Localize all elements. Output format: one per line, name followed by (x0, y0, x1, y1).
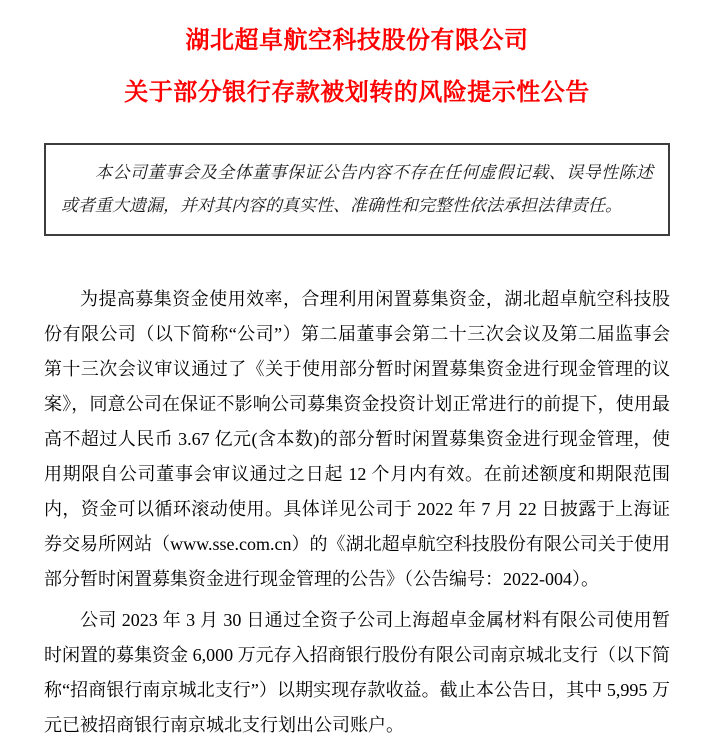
paragraph-deposit-transfer-risk: 公司 2023 年 3 月 30 日通过全资子公司上海超卓金属材料有限公司使用暂时闲置的募集资金 6,000 万元存入招商银行股份有限公司南京城北支行（以下简称“招商银行南京城北支行”）以期实现存款收益。截止本公告日，其中 5,995 万元已被招商银行南京城北支行划出公司账户。 (44, 609, 670, 735)
announcement-title: 关于部分银行存款被划转的风险提示性公告 (124, 80, 590, 107)
board-disclaimer-box (44, 143, 670, 236)
paragraph-cash-management-approval: 为提高募集资金使用效率，合理利用闲置募集资金，湖北超卓航空科技股份有限公司（以下简称“公司”）第二届董事会第二十三次会议及第二届监事会第十三次会议审议通过了《关于使用部分暂时闲置募集资金进行现金管理的议案》，同意公司在保证不影响公司募集资金投资计划正常进行的前提下，使用最高不超过人民币 3.67 亿元(含本数)的部分暂时闲置募集资金进行现金管理，使用期限自公司董事会审议通过之日起 12 个月内有效。在前述额度和期限范围内，资金可以循环滚动使用。具体详见公司于 2022 年 7 月 22 日披露于上海证券交易所网站（www.sse.com.cn）的《湖北超卓航空科技股份有限公司关于使用部分暂时闲置募集资金进行现金管理的公告》（公告编号：2022-004）。 (44, 288, 670, 589)
board-disclaimer-text: 本公司董事会及全体董事保证公告内容不存在任何虚假记载、误导性陈述或者重大遗漏，并对其内容的真实性、准确性和完整性依法承担法律责任。 (61, 162, 653, 215)
company-name-title: 湖北超卓航空科技股份有限公司 (185, 28, 529, 54)
